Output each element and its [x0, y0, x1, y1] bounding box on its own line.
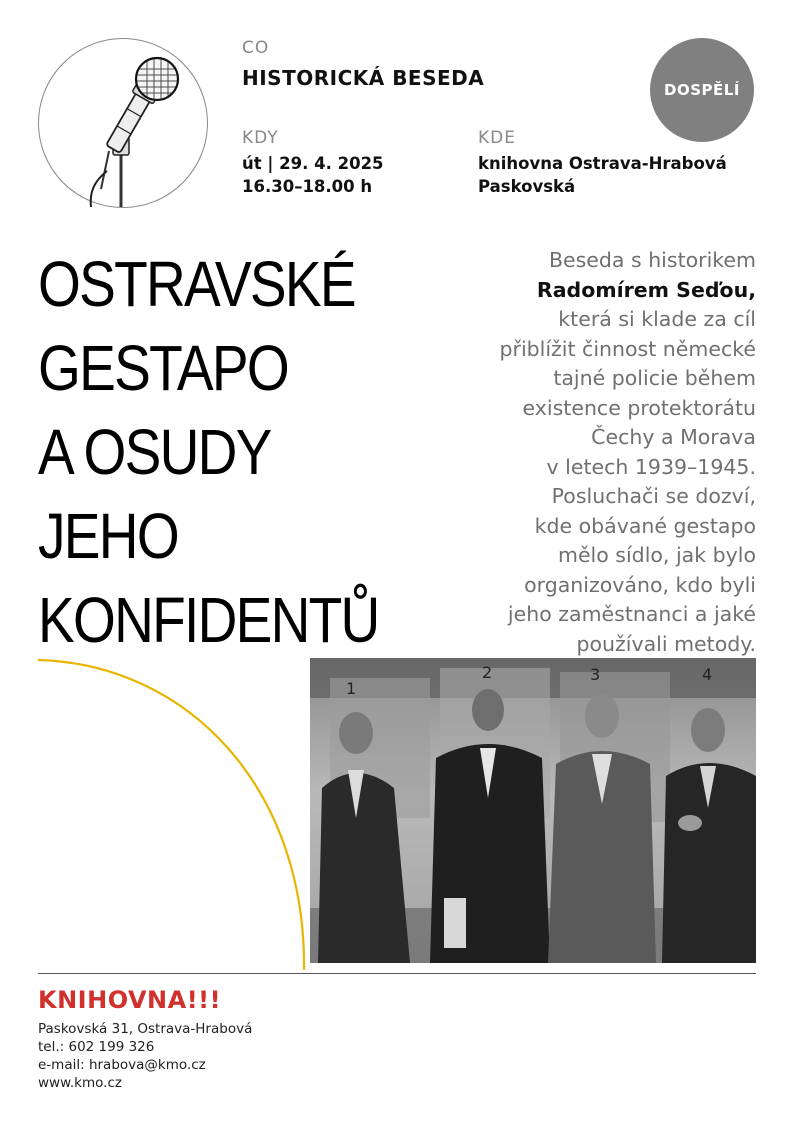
- title-line: JEHO: [38, 500, 178, 572]
- contact-phone[interactable]: tel.: 602 199 326: [38, 1039, 155, 1055]
- description-line: přiblížit činnost německé: [499, 336, 756, 361]
- photo-number: 2: [482, 663, 493, 682]
- description-line: Posluchači se dozví,: [551, 484, 756, 508]
- when-label: KDY: [242, 128, 279, 148]
- microphone-icon: [39, 39, 207, 207]
- description-line: která si klade za cíl: [558, 307, 756, 331]
- event-title: [38, 242, 458, 662]
- description-line: v letech 1939–1945.: [546, 454, 756, 479]
- what-label: CO: [242, 38, 270, 58]
- library-brand: KNIHOVNA!!!: [38, 986, 222, 1014]
- description-line: existence protektorátu: [522, 395, 756, 420]
- event-date: út | 29. 4. 2025: [242, 154, 384, 173]
- description-line: mělo sídlo, jak bylo: [557, 543, 756, 567]
- contact-block: [38, 1020, 252, 1092]
- photo-number: 3: [590, 665, 601, 684]
- audience-badge: [650, 38, 754, 142]
- where-label: KDE: [478, 128, 516, 148]
- description-line: tajné policie během: [553, 366, 756, 390]
- event-street: Paskovská: [478, 177, 576, 196]
- title-line: GESTAPO: [38, 332, 288, 404]
- title-line: A OSUDY: [38, 416, 271, 488]
- photo-number: 1: [346, 679, 357, 698]
- footer-divider: [38, 973, 756, 974]
- description-line: Čechy a Morava: [591, 425, 756, 449]
- event-time: 16.30–18.00 h: [242, 177, 373, 196]
- contact-email[interactable]: e-mail: hrabova@kmo.cz: [38, 1057, 206, 1073]
- contact-website[interactable]: www.kmo.cz: [38, 1075, 122, 1091]
- contact-address: Paskovská 31, Ostrava-Hrabová: [38, 1021, 253, 1037]
- description-line: jeho zaměstnanci a jaké: [507, 602, 756, 626]
- title-line: KONFIDENTŮ: [38, 584, 379, 656]
- historic-photo: [310, 658, 756, 963]
- speaker-name: Radomírem Seďou,: [536, 277, 756, 302]
- title-line: OSTRAVSKÉ: [38, 248, 355, 320]
- microphone-emblem: [38, 38, 208, 208]
- description-line: kde obávané gestapo: [534, 513, 756, 538]
- event-description: [440, 246, 756, 659]
- audience-badge-label: DOSPĚLÍ: [664, 81, 740, 99]
- yellow-arc-decoration: [38, 658, 308, 970]
- description-line: používali metody.: [576, 631, 756, 656]
- photo-number: 4: [702, 665, 713, 684]
- description-line: organizováno, kdo byli: [524, 572, 756, 597]
- event-place: knihovna Ostrava-Hrabová: [478, 154, 727, 173]
- event-type: HISTORICKÁ BESEDA: [242, 66, 485, 90]
- description-line: Beseda s historikem: [548, 248, 756, 272]
